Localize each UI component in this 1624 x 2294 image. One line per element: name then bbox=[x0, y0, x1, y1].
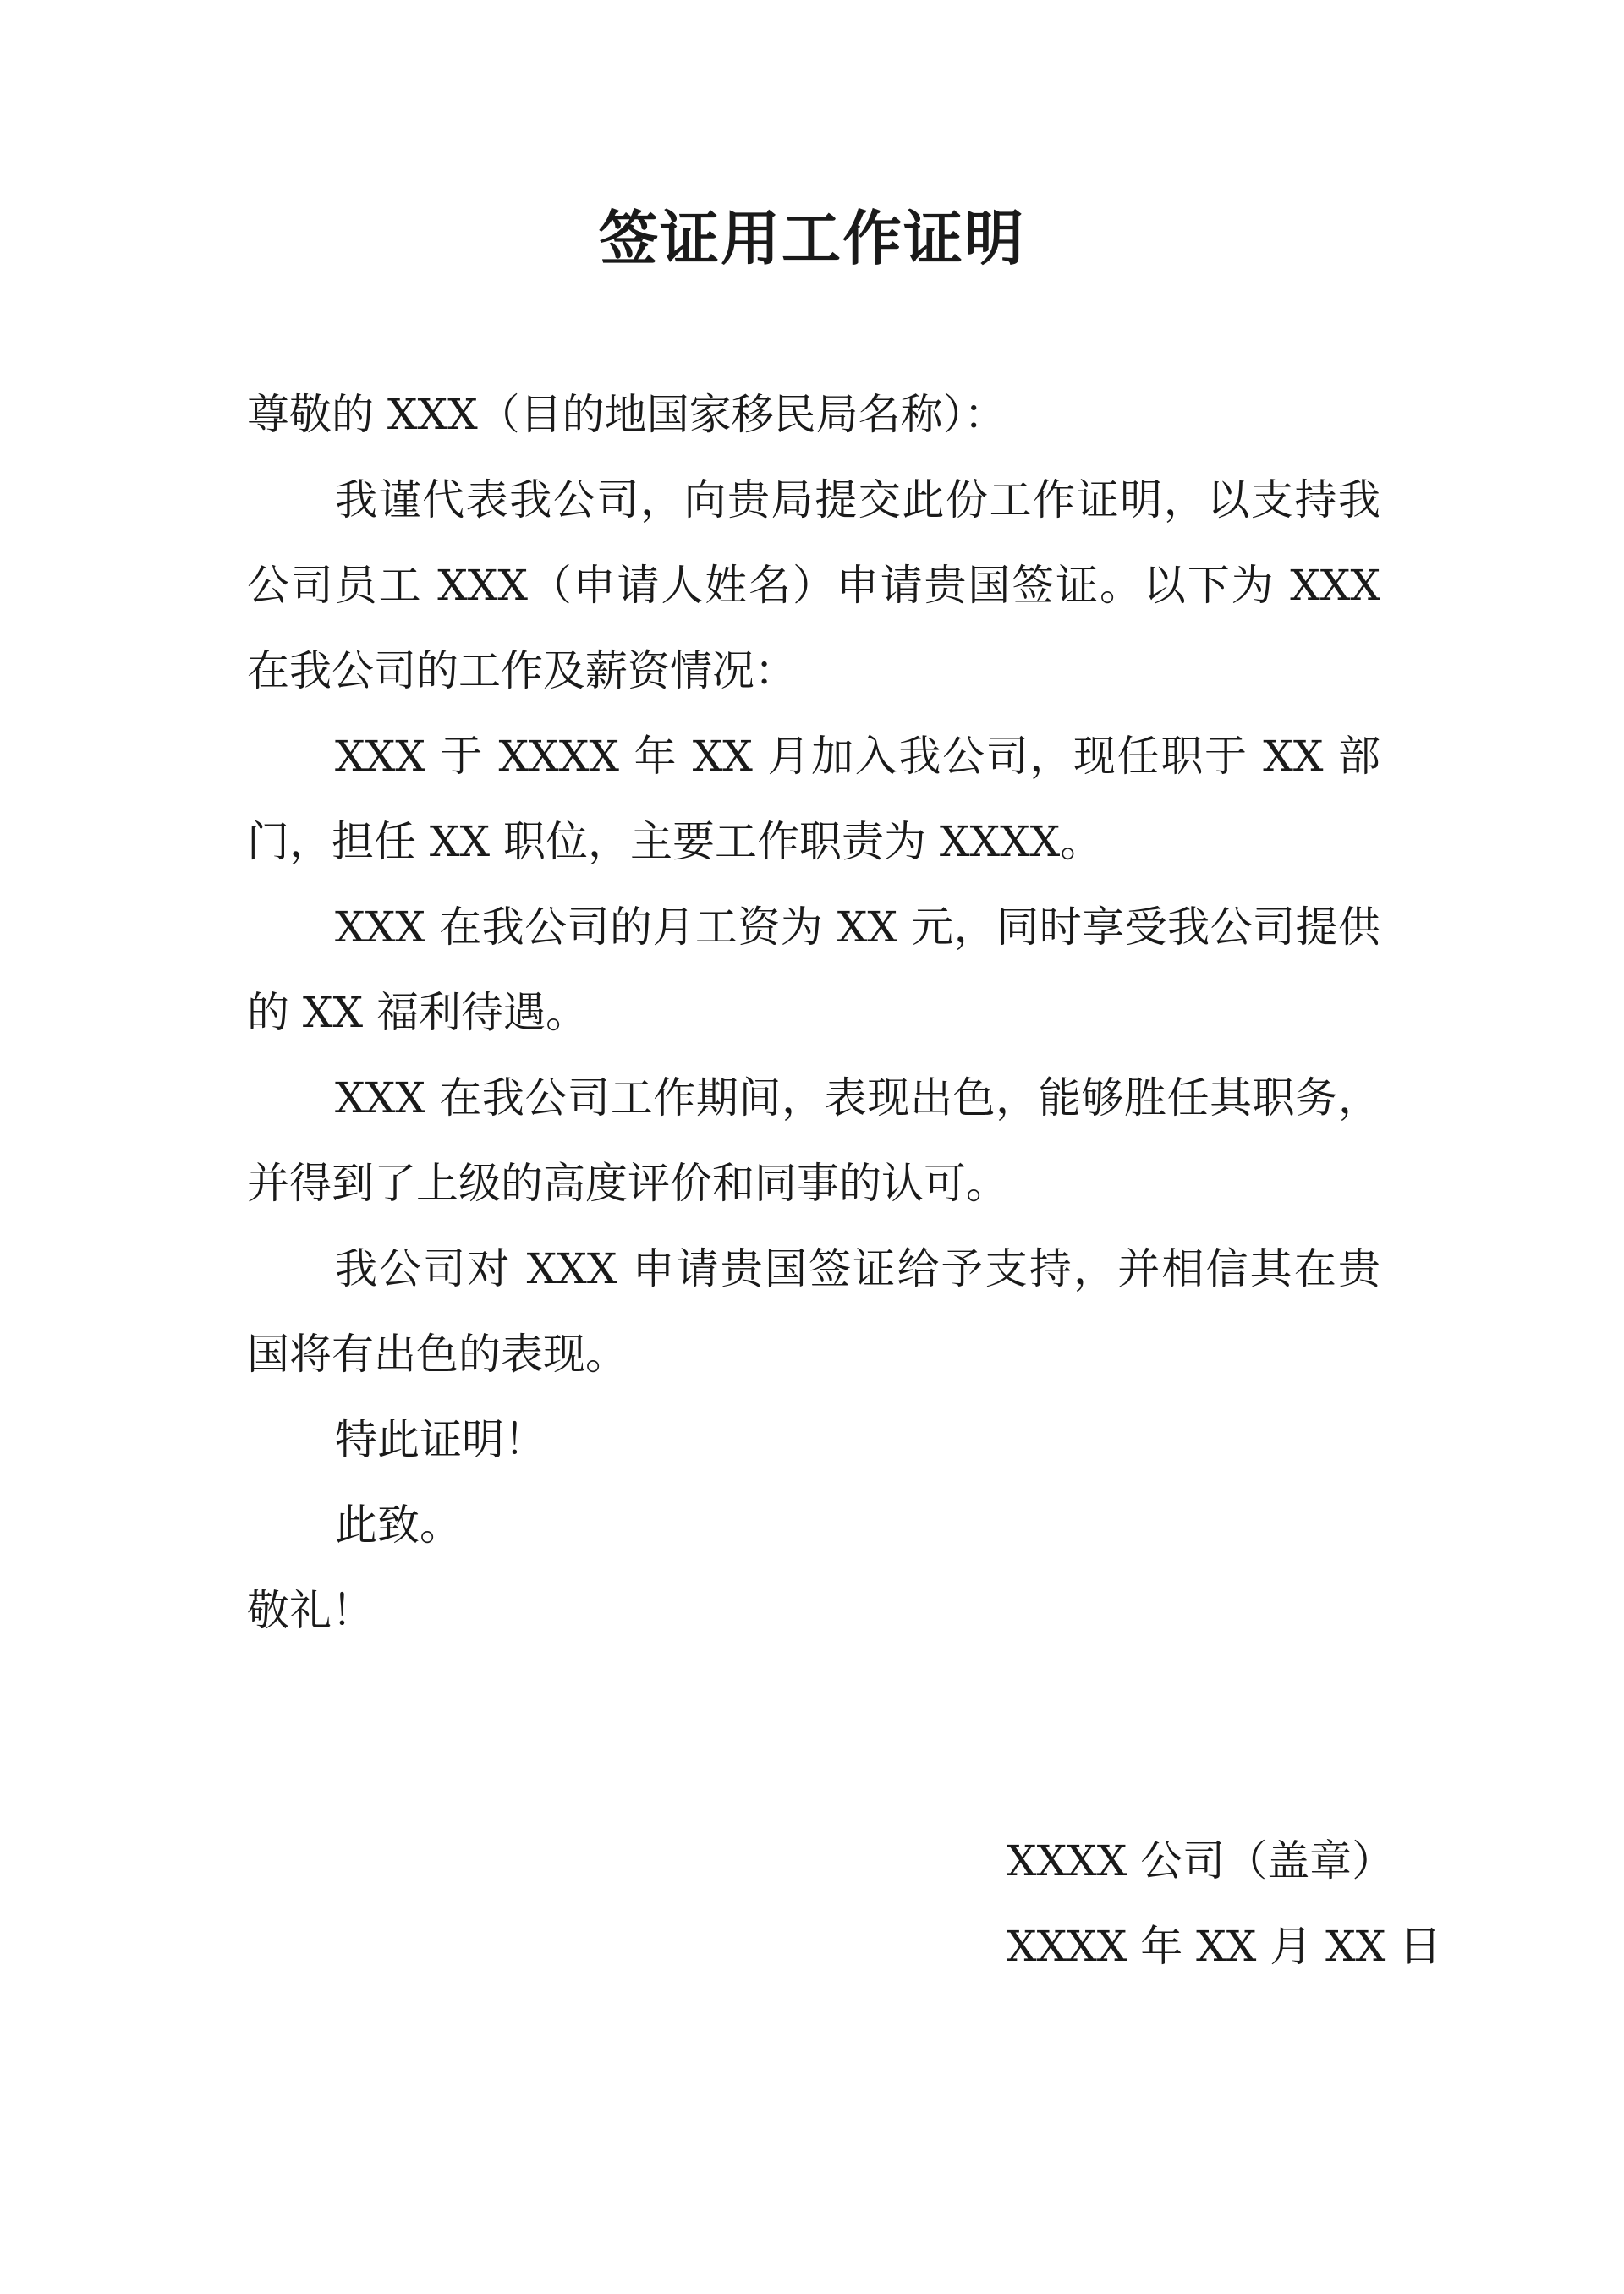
paragraph-performance: XXX 在我公司工作期间，表现出色，能够胜任其职务，并得到了上级的高度评价和同事的认可。 bbox=[247, 1073, 1380, 1208]
document-title: 签证用工作证明 bbox=[599, 204, 1025, 273]
paragraph-regards: 此致。 bbox=[335, 1501, 462, 1550]
paragraph-purpose: 我谨代表我公司，向贵局提交此份工作证明，以支持我公司员工 XXX（申请人姓名）申请贵国签证。以下为 XXX 在我公司的工作及薪资情况： bbox=[247, 475, 1380, 695]
paragraph-salary: XXX 在我公司的月工资为 XX 元，同时享受我公司提供的 XX 福利待遇。 bbox=[247, 903, 1380, 1037]
paragraph-employment: XXX 于 XXXX 年 XX 月加入我公司，现任职于 XX 部门，担任 XX 职位，主要工作职责为 XXXX。 bbox=[247, 732, 1380, 866]
salutation: 尊敬的 XXX（目的地国家移民局名称）： bbox=[247, 390, 1007, 439]
paragraph-support: 我公司对 XXX 申请贵国签证给予支持，并相信其在贵国将有出色的表现。 bbox=[247, 1244, 1380, 1379]
signature-company: XXXX 公司（盖章） bbox=[1007, 1836, 1395, 1885]
paragraph-certify: 特此证明！ bbox=[335, 1415, 546, 1464]
signature-date: XXXX 年 XX 月 XX 日 bbox=[1007, 1922, 1442, 1971]
letter-body bbox=[247, 372, 1380, 1654]
signature-block bbox=[1007, 1819, 1442, 1989]
closing: 敬礼！ bbox=[247, 1586, 374, 1635]
